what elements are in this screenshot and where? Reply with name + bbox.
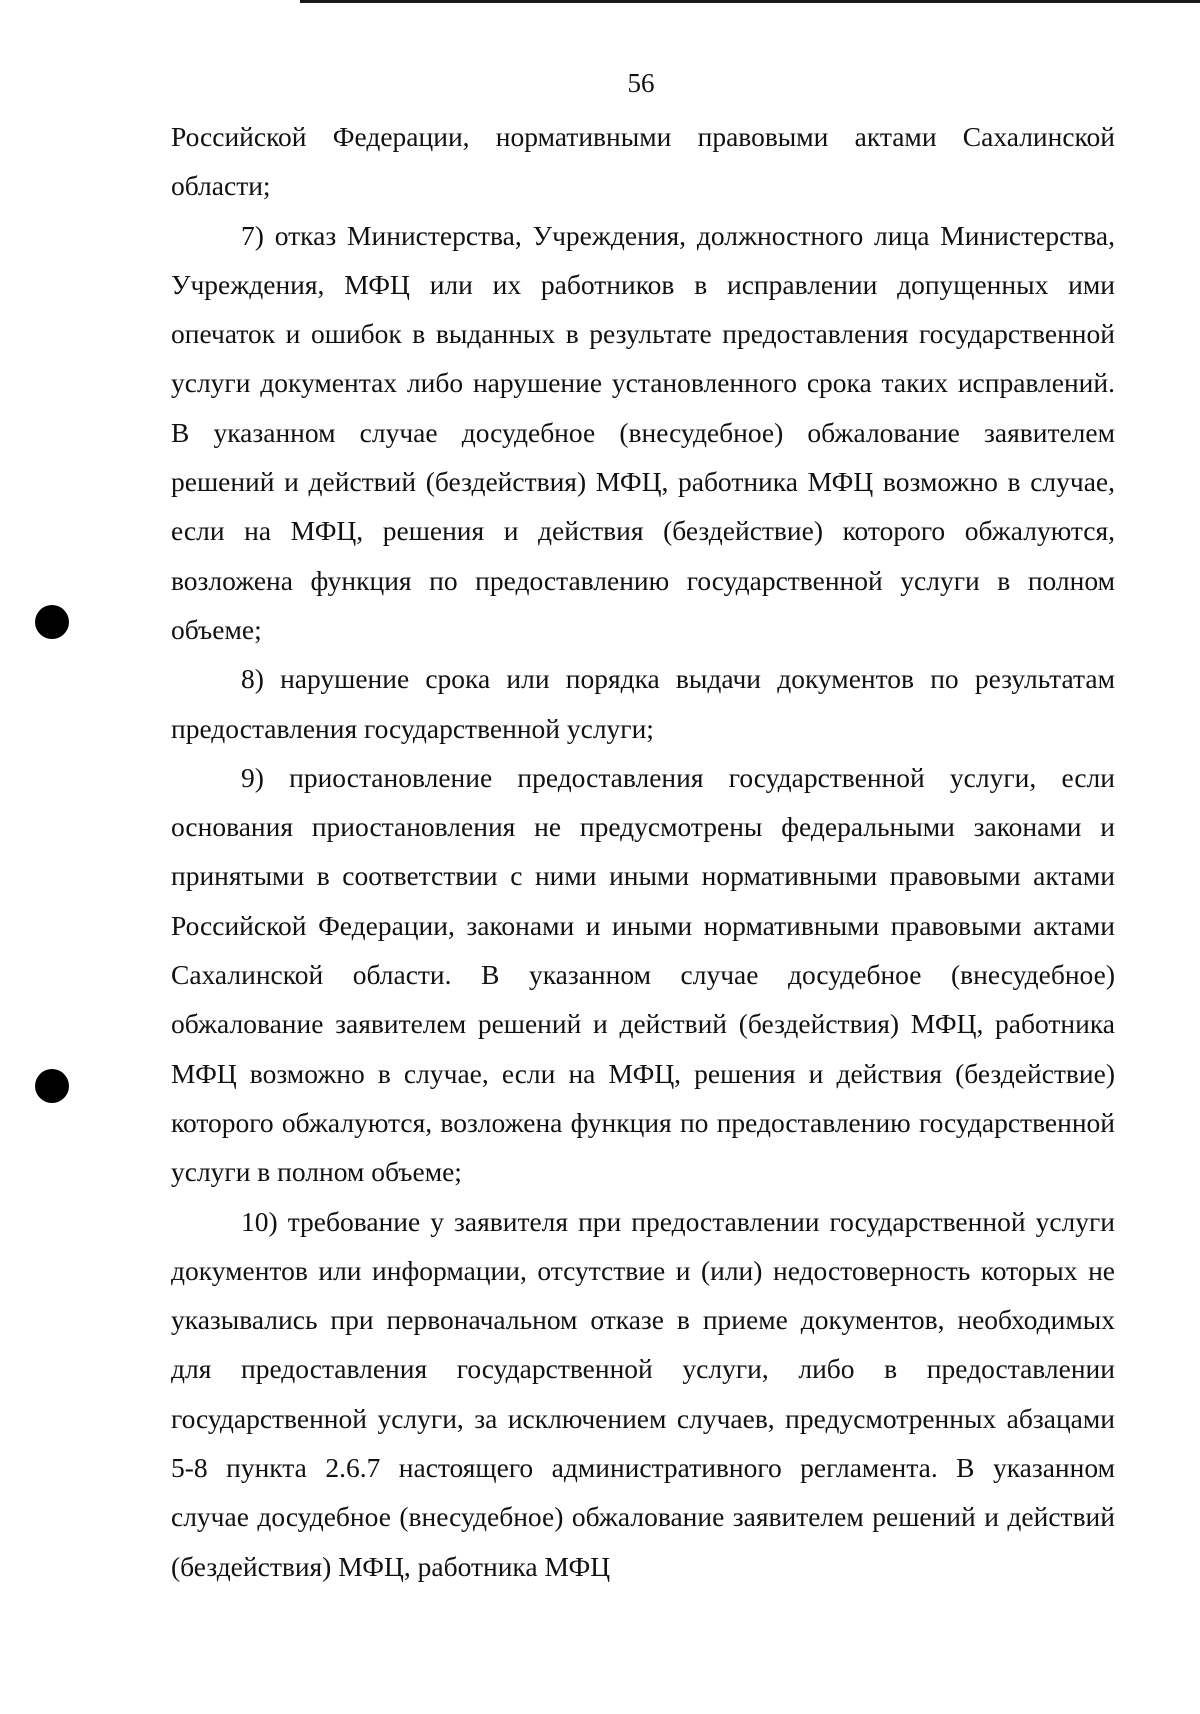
paragraph-continuation: Российской Федерации, нормативными правовыми актами Сахалинской области; [171,121,1115,202]
document-body [171,112,1115,1591]
paragraph-item-10: 10) требование у заявителя при предоставлении государственной услуги документов или информации, отсутствие и (или) недостоверность которых не указывались при первоначальном отказе в приеме документов, необходимых для предоставления государственной услуги, либо в предоставлении государственной услуги, за исключением случаев, предусмотренных абзацами 5-8 пункта 2.6.7 настоящего административного регламента. В указанном случае досудебное (внесудебное) обжалование заявителем решений и действий (бездействия) МФЦ, работника МФЦ [171,1205,1115,1582]
punch-hole-mark [35,605,69,639]
paragraph-item-9: 9) приостановление предоставления государственной услуги, если основания приостановления не предусмотрены федеральными законами и принятыми в соответствии с ними иными нормативными правовыми актами Российской Федерации, законами и иными нормативными правовыми актами Сахалинской области. В указанном случае досудебное (внесудебное) обжалование заявителем решений и действий (бездействия) МФЦ, работника МФЦ возможно в случае, если на МФЦ, решения и действия (бездействие) которого обжалуются, возложена функция по предоставлению государственной услуги в полном объеме; [171,761,1115,1188]
paragraph-item-8: 8) нарушение срока или порядка выдачи документов по результатам предоставления государственной услуги; [171,663,1115,744]
page-number: 56 [627,68,655,98]
paragraph-item-7: 7) отказ Министерства, Учреждения, должностного лица Министерства, Учреждения, МФЦ или их работников в исправлении допущенных ими опечаток и ошибок в выданных в результате предоставления государственной услуги документах либо нарушение установленного срока таких исправлений. В указанном случае досудебное (внесудебное) обжалование заявителем решений и действий (бездействия) МФЦ, работника МФЦ возможно в случае, если на МФЦ, решения и действия (бездействие) которого обжалуются, возложена функция по предоставлению государственной услуги в полном объеме; [171,219,1115,645]
punch-hole-mark [35,1069,69,1103]
top-edge-rule [300,0,1200,3]
